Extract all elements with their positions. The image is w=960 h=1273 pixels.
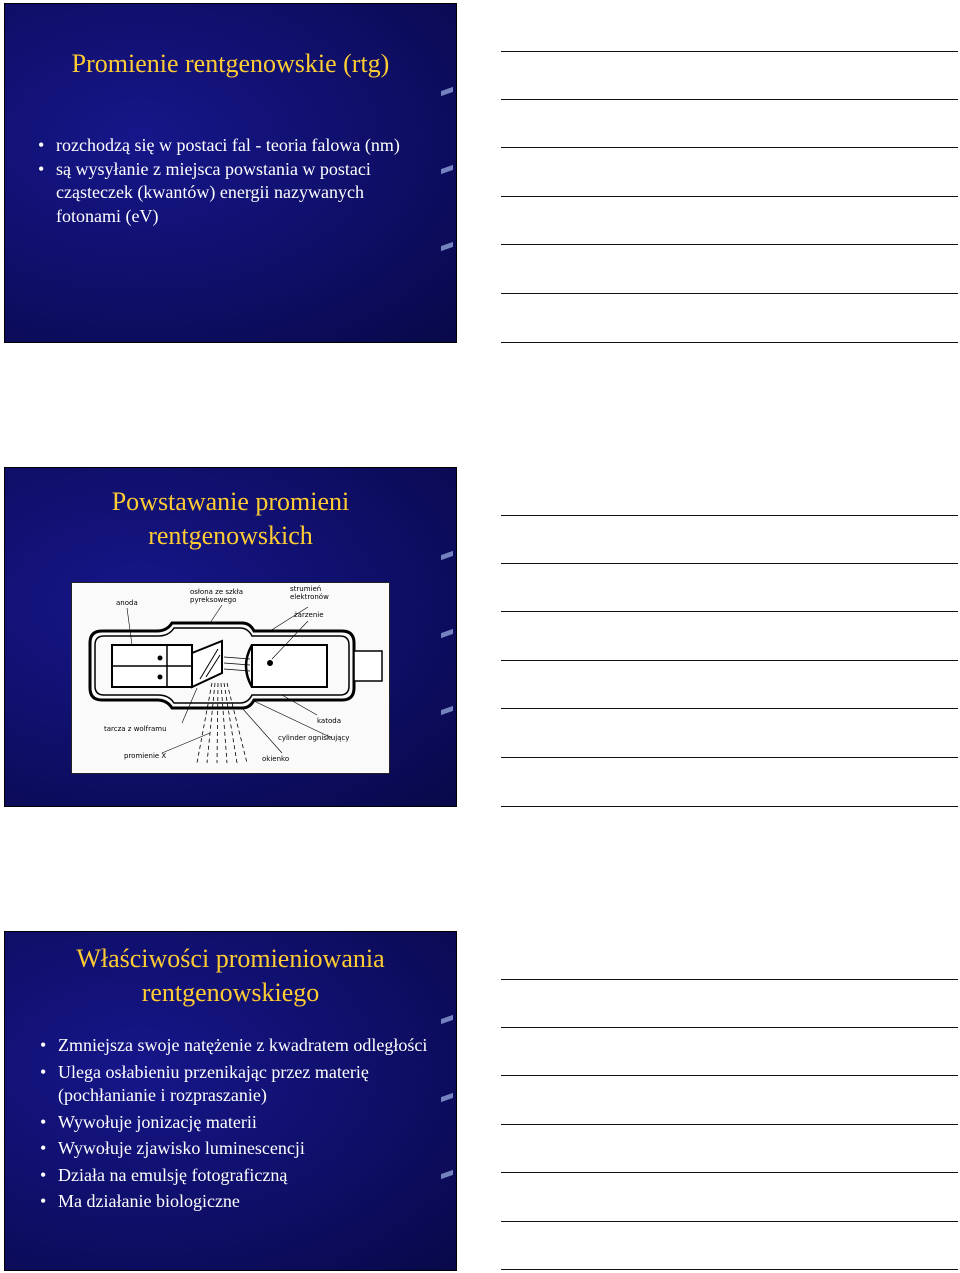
notes-line — [501, 99, 958, 100]
tungsten-target — [192, 641, 222, 687]
notes-line — [501, 660, 958, 661]
notes-line — [501, 1027, 958, 1028]
label-focusing-cylinder: cylinder ogniskujący — [278, 734, 350, 742]
slide-title: Promienie rentgenowskie (rtg) — [71, 49, 390, 78]
notes-line — [501, 1124, 958, 1125]
bullet-item: • są wysyłanie z miejsca powstania w postaci cząsteczek (kwantów) energii nazywanych fotonami (eV) — [32, 158, 432, 229]
slide-3 — [4, 931, 457, 1271]
label-anode: anoda — [116, 599, 138, 607]
decorative-streak — [441, 706, 453, 715]
slide-1 — [4, 3, 457, 343]
bullet-item: • Zmniejsza swoje natężenie z kwadratem odległości — [34, 1034, 444, 1058]
slide-title — [5, 942, 456, 1010]
notes-line — [501, 611, 958, 612]
bullet-list — [32, 134, 432, 228]
notes-line — [501, 563, 958, 564]
notes-line — [501, 147, 958, 148]
label-glass-shield-2: pyreksowego — [190, 596, 237, 604]
cathode-connector — [354, 651, 382, 681]
bullet-item: • Działa na emulsję fotograficzną — [34, 1164, 444, 1188]
label-cathode: katoda — [317, 717, 341, 725]
notes-line — [501, 51, 958, 52]
bullet-item: • rozchodzą się w postaci fal - teoria falowa (nm) — [32, 134, 432, 158]
cathode-block — [252, 645, 327, 687]
notes-line — [501, 979, 958, 980]
decorative-streak — [441, 242, 453, 251]
decorative-streak — [441, 629, 453, 638]
notes-line — [501, 244, 958, 245]
xray-beam — [197, 683, 247, 763]
xray-tube-drawing — [72, 583, 389, 773]
notes-line — [501, 1172, 958, 1173]
notes-line — [501, 708, 958, 709]
xray-tube-diagram — [71, 582, 390, 774]
slide-title — [5, 485, 456, 553]
label-window: okienko — [262, 755, 290, 763]
slide-title-line-1: Powstawanie promieni — [111, 487, 350, 516]
bullet-item: • Ulega osłabieniu przenikając przez materię (pochłanianie i rozpraszanie) — [34, 1061, 444, 1108]
label-electron-stream-2: elektronów — [290, 593, 329, 601]
bullet-item: • Wywołuje zjawisko luminescencji — [34, 1137, 444, 1161]
slide-title-line-2: rentgenowskich — [148, 521, 313, 550]
notes-line — [501, 1075, 958, 1076]
bullet-item: • Ma działanie biologiczne — [34, 1190, 444, 1214]
notes-line — [501, 293, 958, 294]
bullet-list — [34, 1034, 444, 1217]
bullet-item: • Wywołuje jonizację materii — [34, 1111, 444, 1135]
notes-line — [501, 1221, 958, 1222]
slide-title-line-2: rentgenowskiego — [141, 978, 320, 1007]
notes-line — [501, 196, 958, 197]
notes-line — [501, 806, 958, 807]
decorative-streak — [441, 87, 453, 96]
notes-line — [501, 1269, 958, 1270]
notes-line — [501, 757, 958, 758]
label-electron-stream-1: strumień — [290, 585, 322, 593]
notes-line — [501, 515, 958, 516]
slide-title-line-1: Właściwości promieniowania — [76, 944, 385, 973]
decorative-streak — [441, 1015, 453, 1024]
label-glass-shield-1: osłona ze szkła — [190, 588, 244, 596]
notes-line — [501, 342, 958, 343]
label-tungsten-target: tarcza z wolframu — [104, 725, 167, 733]
label-glow: żarzenie — [294, 611, 324, 619]
decorative-streak — [441, 165, 453, 174]
slide-2 — [4, 467, 457, 807]
label-xrays: promienie X — [124, 752, 167, 760]
